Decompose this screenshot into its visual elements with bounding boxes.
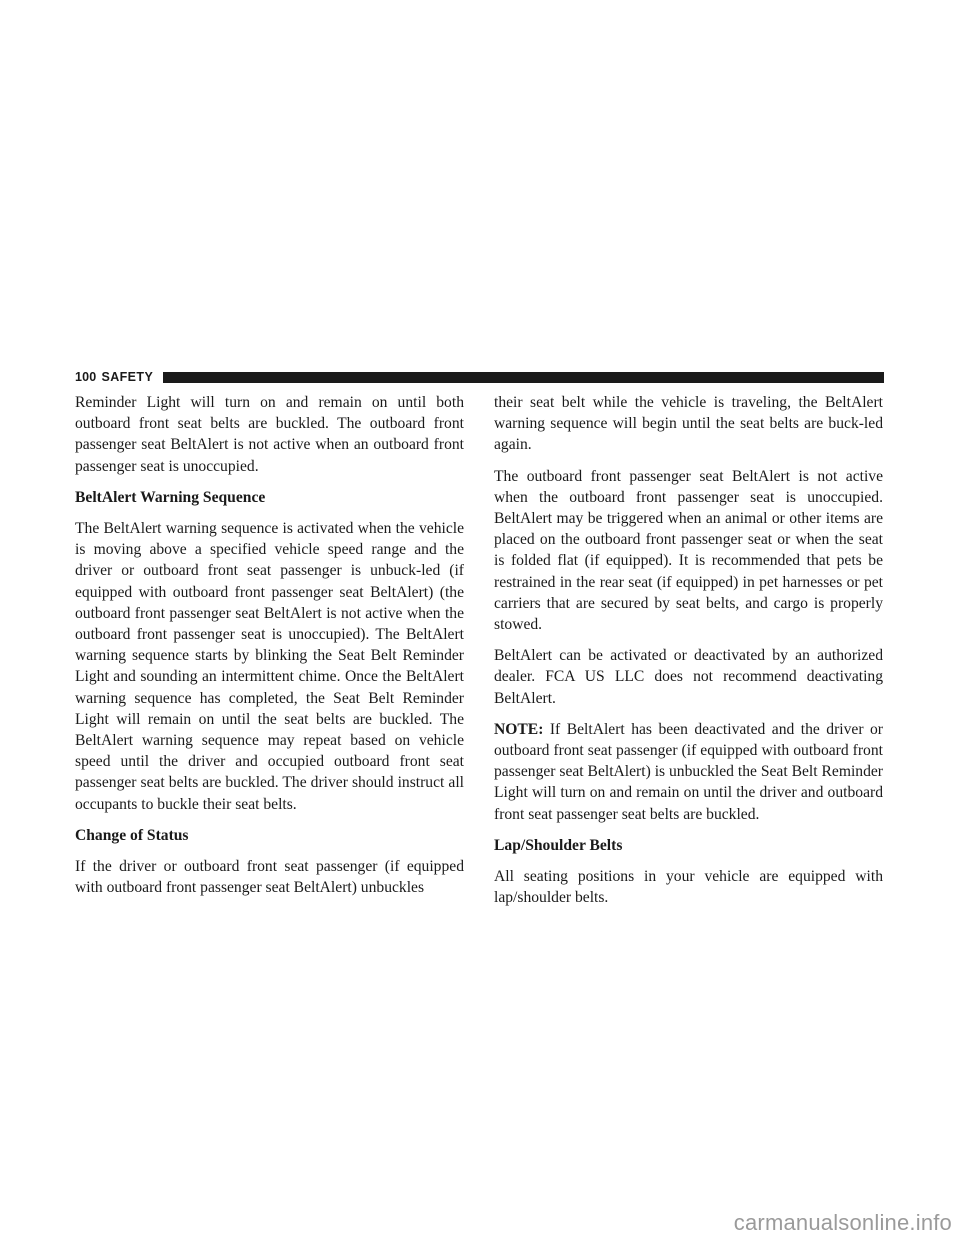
subheading-beltalert-warning-sequence: BeltAlert Warning Sequence bbox=[75, 488, 266, 506]
section-title: SAFETY bbox=[101, 370, 154, 384]
note-text: If BeltAlert has been deactivated and the driver or outboard front seat passenger (if equipped with outboard front passenger seat BeltAlert) is unbuckled the Seat Belt Reminder Light will turn on and remain on until the driver and outboard front seat passenger seat belts are buckled. bbox=[494, 720, 883, 823]
page-header bbox=[75, 369, 884, 385]
paragraph: All seating positions in your vehicle are equipped with lap/shoulder belts. bbox=[494, 868, 883, 907]
paragraph: their seat belt while the vehicle is traveling, the BeltAlert warning sequence will begin until the seat belts are buck-led again. bbox=[494, 394, 883, 454]
left-column bbox=[75, 392, 464, 908]
page-number: 100 bbox=[75, 370, 97, 384]
paragraph: The BeltAlert warning sequence is activated when the vehicle is moving above a specified vehicle speed range and the driver or outboard front seat passenger is unbuck-led (if equipped with outboard front passenger seat BeltAlert) (the outboard front passenger seat BeltAlert is not active when the outboard front passenger seat is unoccupied). The BeltAlert warning sequence starts by blinking the Seat Belt Reminder Light and sounding an intermittent chime. Once the BeltAlert warning sequence has completed, the Seat Belt Reminder Light will remain on until the seat belts are buckled. The BeltAlert warning sequence may repeat based on vehicle speed until the driver and occupied outboard front seat passenger seat belts are buckled. The driver should instruct all occupants to buckle their seat belts. bbox=[75, 520, 464, 813]
paragraph: BeltAlert can be activated or deactivated by an authorized dealer. FCA US LLC does not recommend deactivating BeltAlert. bbox=[494, 647, 883, 707]
subheading-change-of-status: Change of Status bbox=[75, 826, 189, 844]
paragraph: The outboard front passenger seat BeltAlert is not active when the outboard front passenger seat is unoccupied. BeltAlert may be triggered when an animal or other items are placed on the outboard front passenger seat or when the seat is folded flat (if equipped). It is recommended that pets be restrained in the rear seat (if equipped) in pet harnesses or pet carriers that are secured by seat belts, and cargo is properly stowed. bbox=[494, 467, 883, 634]
subheading-lap-shoulder-belts: Lap/Shoulder Belts bbox=[494, 836, 623, 854]
watermark: carmanualsonline.info bbox=[733, 1210, 952, 1235]
note-paragraph bbox=[494, 719, 883, 825]
right-column bbox=[494, 392, 883, 918]
note-label: NOTE: bbox=[494, 720, 544, 738]
header-rule bbox=[163, 372, 884, 383]
paragraph: Reminder Light will turn on and remain on until both outboard front seat belts are buckled. The outboard front passenger seat BeltAlert is not active when an outboard front passenger seat is unoccupied. bbox=[75, 394, 464, 475]
paragraph: If the driver or outboard front seat passenger (if equipped with outboard front passenger seat BeltAlert) unbuckles bbox=[75, 858, 464, 897]
